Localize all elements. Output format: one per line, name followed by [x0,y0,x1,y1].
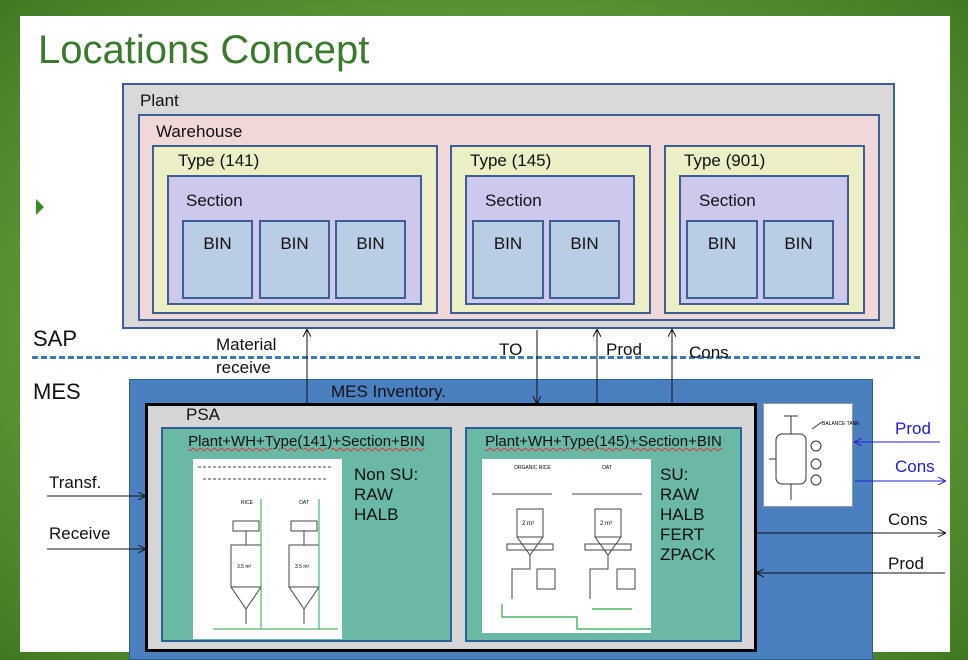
material-type: Non SU: [354,465,419,484]
material-type: FERT [660,525,705,544]
flow-label-cons: Cons [888,510,928,529]
input-label-receive: Receive [49,524,111,543]
flow-label: receive [216,358,271,377]
storage-type-label: Type (901) [684,151,766,170]
material-type: HALB [660,505,705,524]
flow-label-prod: Prod [888,554,924,573]
tank-name: OAT [299,500,309,506]
material-type: HALB [354,505,399,524]
location-key-title: Plant+WH+Type(145)+Section+BIN [485,433,722,450]
tank-name: OAT [602,465,612,471]
balance-tank-label: BALANCE TANK [822,421,860,427]
slide-title: Locations Concept [38,28,370,72]
tank-volume: 2 m³ [522,521,534,527]
tank-name: ORGANIC RICE [514,465,551,471]
material-type: RAW [660,485,700,504]
location-key-title: Plant+WH+Type(141)+Section+BIN [188,433,425,450]
tank-volume: 3.5 m³ [295,564,310,570]
mes-layer-label: MES [33,379,81,404]
storage-type-label: Type (145) [470,151,552,170]
bin-label: BIN [280,234,309,253]
material-type: RAW [354,485,394,504]
bin-label: BIN [203,234,232,253]
bin-label: BIN [356,234,385,253]
tank-name: RICE [241,500,253,506]
plant-label: Plant [140,91,179,110]
input-label-transfer: Transf. [49,473,102,492]
section-label: Section [699,191,756,210]
material-type: SU: [660,465,689,484]
flow-label-cons-blue: Cons [895,457,935,476]
tank-volume: 3.5 m³ [237,564,252,570]
flow-label: Prod [606,340,642,359]
material-type: ZPACK [660,545,716,564]
flow-label: TO [499,340,523,359]
flow-label: Material [216,335,277,354]
section-label: Section [485,191,542,210]
psa-label: PSA [186,405,221,424]
section-label: Section [186,191,243,210]
tank-volume: 2 m³ [600,521,612,527]
flow-label: Cons [689,343,729,362]
bin-label: BIN [707,234,737,253]
storage-type-label: Type (141) [178,151,260,170]
bin-label: BIN [570,234,599,253]
bin-label: BIN [493,234,523,253]
bin-label: BIN [784,234,813,253]
mes-inventory-label: MES Inventory. [331,382,446,401]
sap-layer-label: SAP [33,326,78,351]
warehouse-label: Warehouse [156,122,243,141]
flow-label-prod-blue: Prod [895,419,931,438]
